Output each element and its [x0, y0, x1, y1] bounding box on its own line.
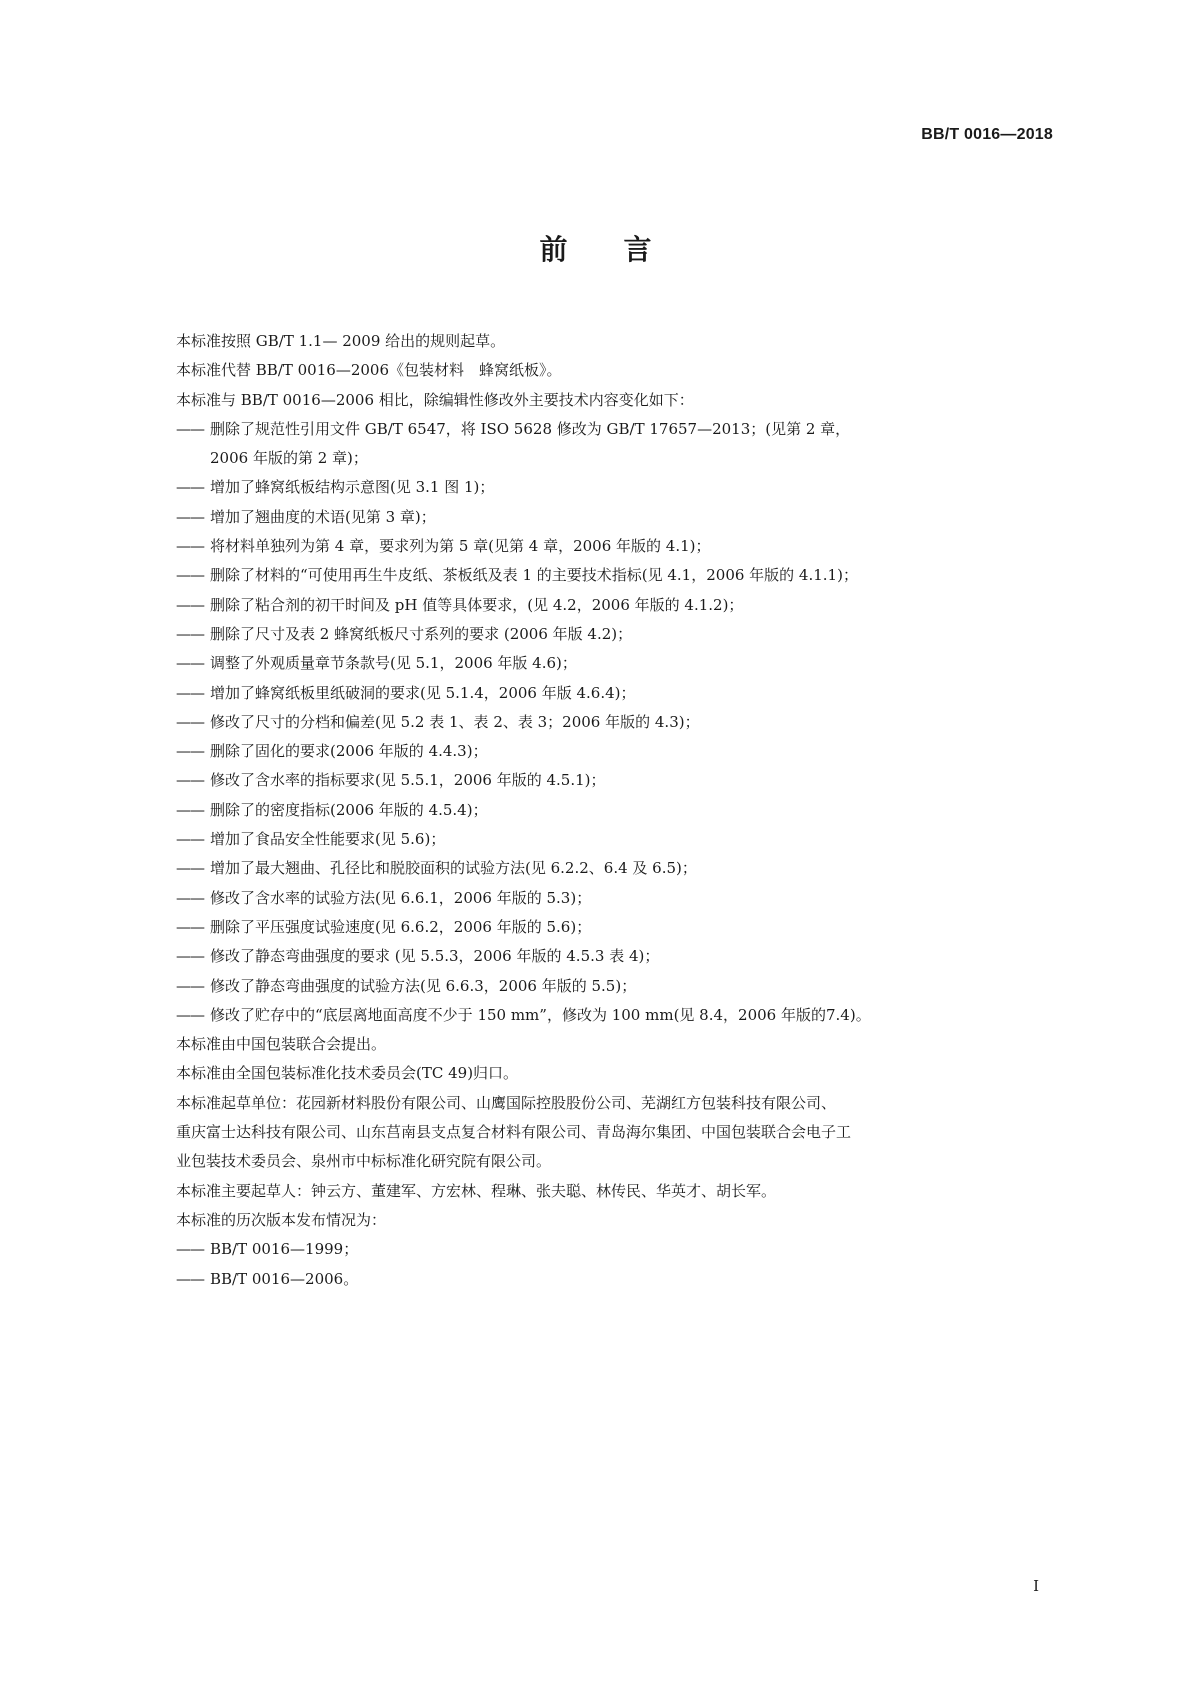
- closing-paragraph: 本标准由中国包装联合会提出。: [176, 1035, 387, 1054]
- change-item-continuation: 2006 年版的第 2 章)；: [210, 449, 368, 468]
- change-item-text: 调整了外观质量章节条款号(见 5.1，2006 年版 4.6)；: [210, 654, 577, 673]
- change-item: [176, 854, 1058, 883]
- dash-marker: ——: [176, 712, 204, 731]
- change-item: [176, 708, 1058, 737]
- change-item-text: 删除了材料的“可使用再生牛皮纸、茶板纸及表 1 的主要技术指标(见 4.1，2006 年版的 4.1.1)；: [210, 566, 858, 585]
- change-item: [176, 591, 1058, 620]
- dash-marker: ——: [176, 742, 204, 761]
- change-item-text: 增加了最大翘曲、孔径比和脱胶面积的试验方法(见 6.2.2、6.4 及 6.5)；: [210, 859, 697, 878]
- dash-marker: ——: [176, 800, 204, 819]
- change-item: [176, 679, 1058, 708]
- dash-marker: ——: [176, 507, 204, 526]
- intro-paragraph: 本标准按照 GB/T 1.1— 2009 给出的规则起草。: [176, 332, 506, 350]
- change-item: [176, 913, 1058, 942]
- closing-paragraph: 本标准由全国包装标准化技术委员会(TC 49)归口。: [176, 1064, 519, 1083]
- dash-marker: ——: [176, 947, 204, 966]
- standard-code: BB/T 0016—2018: [921, 126, 1053, 143]
- change-item-text: 修改了含水率的试验方法(见 6.6.1，2006 年版的 5.3)；: [210, 888, 592, 907]
- change-item-text: 删除了规范性引用文件 GB/T 6547，将 ISO 5628 修改为 GB/T 17657—2013；(见第 2 章，: [210, 419, 851, 438]
- change-item: [176, 737, 1058, 766]
- change-item-text: 修改了静态弯曲强度的要求 (见 5.5.3，2006 年版的 4.5.3 表 4)；: [210, 947, 660, 966]
- change-item-text: 增加了翘曲度的术语(见第 3 章)；: [210, 507, 436, 526]
- dash-marker: ——: [176, 537, 204, 556]
- change-item: [176, 884, 1058, 913]
- change-item-text: 增加了食品安全性能要求(见 5.6)；: [210, 830, 446, 849]
- change-item: [176, 561, 1058, 590]
- change-item: [176, 503, 1058, 532]
- intro-paragraph: 本标准代替 BB/T 0016—2006《包装材料 蜂窝纸板》。: [176, 361, 562, 380]
- dash-marker: ——: [176, 771, 204, 790]
- dash-marker: ——: [176, 1269, 204, 1288]
- intro-paragraph: 本标准与 BB/T 0016—2006 相比，除编辑性修改外主要技术内容变化如下：: [176, 390, 694, 409]
- history-item: [176, 1235, 1058, 1264]
- change-item-text: 删除了的密度指标(2006 年版的 4.5.4)；: [210, 800, 488, 819]
- change-item-text: 删除了粘合剂的初干时间及 pH 值等具体要求，(见 4.2，2006 年版的 4.1.2)；: [210, 595, 744, 614]
- dash-marker: ——: [176, 917, 204, 936]
- change-item-text: 增加了蜂窝纸板里纸破洞的要求(见 5.1.4，2006 年版 4.6.4)；: [210, 683, 636, 702]
- change-item: [176, 942, 1058, 971]
- change-item-text: 增加了蜂窝纸板结构示意图(见 3.1 图 1)；: [210, 478, 495, 497]
- change-item: [176, 972, 1058, 1001]
- drafting-units-line: 本标准起草单位：花园新材料股份有限公司、山鹰国际控股股份公司、芜湖红方包装科技有限公司、: [176, 1093, 837, 1112]
- dash-marker: ——: [176, 654, 204, 673]
- dash-marker: ——: [176, 976, 204, 995]
- change-item-text: 删除了平压强度试验速度(见 6.6.2，2006 年版的 5.6)；: [210, 917, 592, 936]
- dash-marker: ——: [176, 478, 204, 497]
- change-item-text: 修改了静态弯曲强度的试验方法(见 6.6.3，2006 年版的 5.5)；: [210, 976, 637, 995]
- drafting-units-line: 业包装技术委员会、泉州市中标标准化研究院有限公司。: [176, 1152, 552, 1171]
- page-number: I: [1033, 1577, 1039, 1595]
- dash-marker: ——: [176, 595, 204, 614]
- dash-marker: ——: [176, 1005, 204, 1024]
- change-item: [176, 766, 1058, 795]
- drafters-paragraph: 本标准主要起草人：钟云方、董建军、方宏林、程琳、张夫聪、林传民、华英才、胡长军。: [176, 1181, 777, 1200]
- change-item: [176, 532, 1058, 561]
- change-item: [176, 1001, 1058, 1030]
- change-item: [176, 649, 1058, 678]
- drafting-units-line: 重庆富士达科技有限公司、山东莒南县支点复合材料有限公司、青岛海尔集团、中国包装联合会电子工: [176, 1123, 852, 1142]
- change-item-text: 删除了尺寸及表 2 蜂窝纸板尺寸系列的要求 (2006 年版 4.2)；: [210, 624, 633, 643]
- history-intro: 本标准的历次版本发布情况为：: [176, 1210, 387, 1229]
- change-item: [176, 796, 1058, 825]
- dash-marker: ——: [176, 830, 204, 849]
- dash-marker: ——: [176, 683, 204, 702]
- change-item-text: 修改了含水率的指标要求(见 5.5.1，2006 年版的 4.5.1)；: [210, 771, 606, 790]
- change-item-text: 修改了尺寸的分档和偏差(见 5.2 表 1、表 2、表 3；2006 年版的 4.3)；: [210, 712, 700, 731]
- dash-marker: ——: [176, 566, 204, 585]
- change-item-text: 删除了固化的要求(2006 年版的 4.4.3)；: [210, 742, 488, 761]
- foreword-body: [176, 327, 1058, 1294]
- change-item: [176, 620, 1058, 649]
- change-item: [176, 415, 1058, 474]
- dash-marker: ——: [176, 888, 204, 907]
- dash-marker: ——: [176, 419, 204, 438]
- history-item: [176, 1265, 1058, 1294]
- dash-marker: ——: [176, 1240, 204, 1259]
- dash-marker: ——: [176, 624, 204, 643]
- history-item-text: BB/T 0016—2006。: [210, 1269, 359, 1288]
- history-item-text: BB/T 0016—1999；: [210, 1240, 359, 1259]
- dash-marker: ——: [176, 859, 204, 878]
- change-item-text: 修改了贮存中的“底层离地面高度不少于 150 mm”，修改为 100 mm(见 8.4，2006 年版的7.4)。: [210, 1005, 871, 1024]
- change-item: [176, 825, 1058, 854]
- change-item: [176, 473, 1058, 502]
- change-item-text: 将材料单独列为第 4 章，要求列为第 5 章(见第 4 章，2006 年版的 4.1)；: [210, 537, 711, 556]
- page-title: 前言: [539, 233, 708, 266]
